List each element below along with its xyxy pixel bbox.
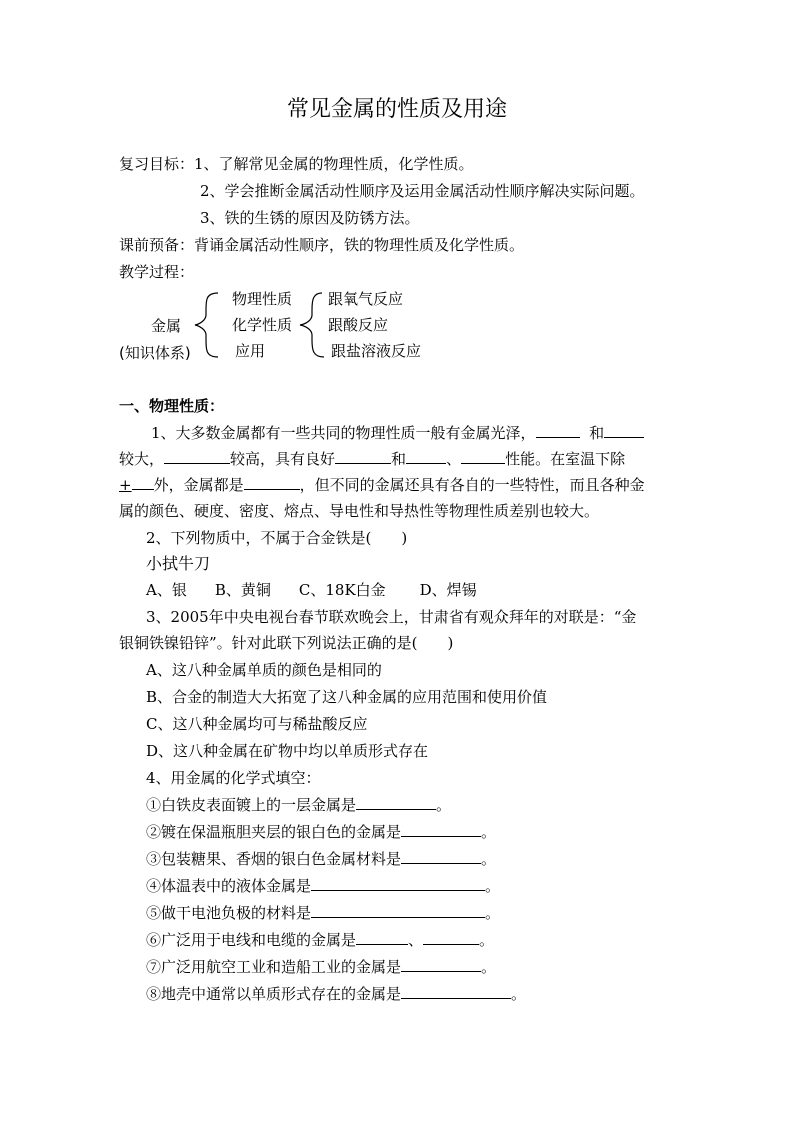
blank-input[interactable] [401, 984, 511, 999]
blank-input[interactable] [356, 795, 436, 810]
q4-item-text: ⑤做干电池负极的材料是 [146, 904, 312, 922]
tree-branch-usage: 应用 [235, 342, 266, 360]
blank-input[interactable] [401, 822, 481, 837]
tree-root-note: (知识体系) [119, 344, 191, 362]
section-1-heading: 一、物理性质： [119, 397, 225, 415]
process-label: 教学过程： [119, 263, 195, 281]
q1-text-d: 较高，具有良好 [230, 450, 336, 468]
q2-options [146, 580, 477, 600]
blank-input[interactable] [423, 930, 479, 945]
q4-item-7 [146, 957, 496, 977]
q1-text-c: 较大， [119, 450, 165, 468]
q1-line-1 [151, 423, 644, 443]
blank-input[interactable] [164, 449, 230, 464]
q1-text-a: 1、大多数金属都有一些共同的物理性质 [151, 424, 416, 442]
q1-and-2: 和 [391, 450, 407, 468]
q4-item-end: 。 [436, 796, 452, 814]
q4-item-text: ④体温表中的液体金属是 [146, 877, 312, 895]
q3-stem-line-1: 3、2005年中央电视台春节联欢晚会上，甘肃省有观众拜年的对联是：“金 [146, 608, 637, 626]
tree-sub-acid: 跟酸反应 [328, 316, 389, 334]
q4-item-text: ②镀在保温瓶胆夹层的银白色的金属是 [146, 823, 402, 841]
q4-item-text: ③包装糖果、香烟的银白色金属材料是 [146, 850, 402, 868]
q4-item-end: 。 [479, 931, 495, 949]
blank-input[interactable] [406, 449, 446, 464]
q2-option-d[interactable]: D、焊锡 [419, 581, 477, 599]
page-title: 常见金属的性质及用途 [286, 97, 507, 122]
q4-item-end: 。 [481, 850, 497, 868]
q4-item-end: 。 [485, 904, 501, 922]
q1-line-4: 属的颜色、硬度、密度、熔点、导电性和导热性等物理性质差别也较大。 [119, 502, 600, 520]
blank-input[interactable] [461, 449, 505, 464]
q1-line-2 [119, 449, 625, 469]
q1-text-e: 性能。在室温下除 [505, 450, 626, 468]
blank-input[interactable] [401, 849, 481, 864]
q2-note: 小拭牛刀 [146, 554, 211, 573]
q2-option-a[interactable]: A、银 [146, 581, 187, 599]
q1-text-h: ，但不同的金属还具有各自的一些特性，而且各种金 [299, 476, 645, 494]
q3-option-a[interactable]: A、这八种金属单质的颜色是相同的 [146, 661, 382, 679]
tree-sub-salt: 跟盐溶液反应 [331, 342, 422, 360]
q2-stem: 2、下列物质中，不属于合金铁是( ) [146, 529, 408, 547]
q2-option-c[interactable]: C、18K白金 [298, 581, 386, 599]
q1-text-g: 外，金属都是 [153, 476, 244, 494]
goal-item-3: 3、铁的生锈的原因及防锈方法。 [200, 209, 420, 227]
tree-sub-oxygen: 跟氧气反应 [328, 290, 404, 308]
q1-and: 和 [589, 424, 605, 442]
tree-branch-chemical: 化学性质 [232, 316, 293, 334]
q4-item-4 [146, 876, 500, 896]
blank-input[interactable] [401, 957, 481, 972]
q4-stem: 4、用金属的化学式填空： [146, 769, 321, 787]
q1-text-b: 一般有金属光泽， [415, 424, 536, 442]
preview-line: 课前预备：背诵金属活动性顺序，铁的物理性质及化学性质。 [119, 236, 525, 254]
blank-input[interactable] [132, 475, 154, 490]
q4-item-6 [146, 930, 494, 950]
blank-input[interactable] [604, 423, 644, 438]
q4-item-1 [146, 795, 451, 815]
q4-item-end: 。 [481, 823, 497, 841]
blank-input[interactable] [335, 449, 391, 464]
goal-item-2: 2、学会推断金属活动性顺序及运用金属活动性顺序解决实际问题。 [200, 182, 645, 200]
q4-item-end: 。 [511, 985, 527, 1003]
right-brace-icon [300, 293, 324, 357]
q4-item-5 [146, 903, 500, 923]
blank-input[interactable] [536, 423, 580, 438]
blank-input[interactable] [244, 475, 300, 490]
q3-option-b[interactable]: B、合金的制造大大拓宽了这八种金属的应用范围和使用价值 [146, 688, 548, 706]
q4-item-text: ①白铁皮表面镀上的一层金属是 [146, 796, 357, 814]
blank-input[interactable] [311, 903, 485, 918]
q4-item-2 [146, 822, 496, 842]
q4-item-text: ⑥广泛用于电线和电缆的金属是 [146, 931, 357, 949]
goal-item-1: 1、了解常见金属的物理性质，化学性质。 [194, 155, 474, 173]
q4-item-3 [146, 849, 496, 869]
left-brace-icon [195, 293, 218, 357]
q1-line-3 [119, 475, 645, 495]
q4-item-sep: 、 [408, 931, 424, 949]
q4-item-8 [146, 984, 526, 1004]
q3-option-c[interactable]: C、这八种金属均可与稀盐酸反应 [146, 715, 368, 733]
goals-label: 复习目标： [119, 155, 195, 173]
q4-item-end: 。 [481, 958, 497, 976]
q1-text-f: + [119, 476, 132, 494]
q3-option-d[interactable]: D、这八种金属在矿物中均以单质形式存在 [146, 742, 429, 760]
blank-input[interactable] [356, 930, 408, 945]
q3-stem-line-2: 银铜铁镍铅锌”。针对此联下列说法正确的是( ) [119, 634, 454, 652]
q4-item-text: ⑧地壳中通常以单质形式存在的金属是 [146, 985, 402, 1003]
q2-option-b[interactable]: B、黄铜 [214, 581, 271, 599]
q1-comma: 、 [446, 450, 462, 468]
tree-branch-physical: 物理性质 [232, 290, 293, 308]
q4-item-text: ⑦广泛用航空工业和造船工业的金属是 [146, 958, 402, 976]
blank-input[interactable] [311, 876, 485, 891]
q4-item-end: 。 [485, 877, 501, 895]
tree-root: 金属 [151, 317, 182, 335]
